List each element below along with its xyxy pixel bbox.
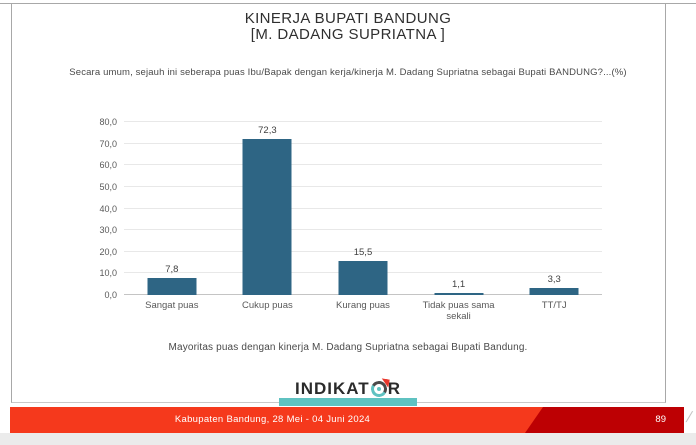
bar-slot [411, 122, 507, 295]
category-label: Tidak puas sama sekali [422, 300, 495, 322]
bar-value-label: 3,3 [547, 273, 561, 285]
page-number-slash: / [684, 409, 694, 426]
bar-2 [243, 139, 292, 295]
slide-title-line2: [M. DADANG SUPRIATNA ] [250, 26, 446, 43]
logo-text-right: R [387, 379, 401, 398]
gauge-needle-icon [380, 378, 389, 387]
indikator-logo-text [295, 380, 401, 397]
chart-caption: Mayoritas puas dengan kinerja M. Dadang Supriatna sebagai Bupati Bandung. [168, 342, 528, 353]
y-axis [85, 117, 117, 300]
gauge-center-dot [377, 387, 381, 391]
y-tick-label: 10,0 [99, 268, 117, 279]
category-label: Cukup puas [242, 300, 293, 311]
x-axis-category-labels [124, 300, 602, 322]
footer-bar [10, 407, 684, 433]
y-tick-label: 30,0 [99, 225, 117, 236]
bar-5 [530, 288, 579, 295]
bar-1 [147, 278, 196, 295]
logo-text-left: INDIKAT [295, 379, 370, 398]
bar-value-label: 1,1 [451, 278, 466, 290]
bar-value-label: 72,3 [258, 124, 277, 136]
bar-slot [124, 122, 220, 295]
category-label: Sangat puas [145, 300, 199, 311]
category-label: Kurang puas [336, 300, 390, 311]
slide-title-line1: KINERJA BUPATI BANDUNG [244, 10, 452, 27]
y-tick-label: 0,0 [104, 290, 117, 300]
survey-question-text: Secara umum, sejauh ini seberapa puas Ibu/Bapak dengan kerja/kinerja M. Dadang Supriatna sebagai Bupati BANDUNG?...(%) [69, 67, 627, 78]
bar-slot [506, 122, 602, 295]
y-tick-label: 20,0 [99, 246, 117, 257]
bottom-strip [0, 433, 696, 445]
bar-slot [220, 122, 316, 295]
bar-slot [315, 122, 411, 295]
bar-value-label: 15,5 [353, 247, 373, 259]
bar-value-label: 7,8 [165, 264, 179, 276]
bar-chart [85, 117, 602, 332]
y-tick-label: 40,0 [99, 203, 117, 214]
category-label: TT/TJ [541, 300, 567, 311]
page-number: 89 [655, 414, 666, 425]
y-tick-label: 80,0 [99, 117, 117, 127]
footer-location-date: Kabupaten Bandung, 28 Mei - 04 Juni 2024 [174, 414, 371, 425]
bar-3 [338, 261, 387, 295]
y-tick-label: 50,0 [99, 181, 117, 192]
slide-title [0, 11, 696, 43]
bar-4 [434, 293, 483, 295]
gauge-compass-icon [371, 381, 387, 397]
logo-teal-underline [279, 398, 417, 406]
y-tick-label: 70,0 [99, 138, 117, 149]
indikator-logo [0, 380, 696, 406]
y-tick-label: 60,0 [99, 160, 117, 171]
plot-area [124, 122, 602, 295]
bars-row [124, 122, 602, 295]
